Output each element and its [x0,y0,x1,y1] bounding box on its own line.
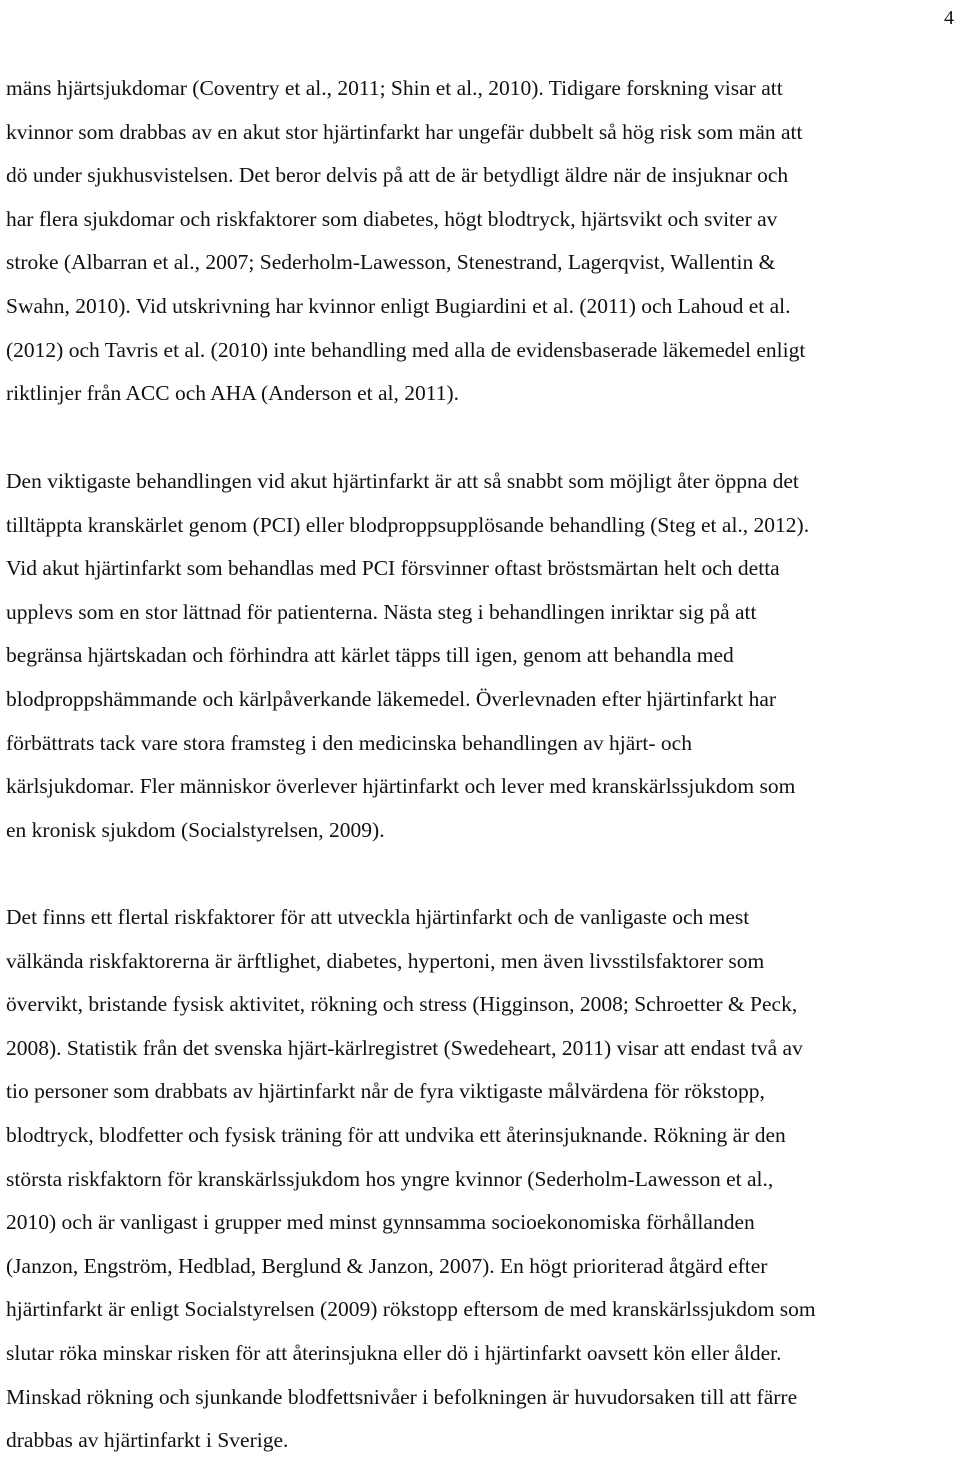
text-line: Det finns ett flertal riskfaktorer för att utveckla hjärtinfarkt och de vanligaste och mest [6,905,750,929]
text-line: tilltäppta kranskärlet genom (PCI) eller blodproppsupplösande behandling (Steg et al., 2012). [6,512,810,537]
text-line: riktlinjer från ACC och AHA (Anderson et al, 2011). [6,381,460,406]
text-line: Minskad rökning och sjunkande blodfettsnivåer i befolkningen är huvudorsaken till att färre [6,1384,798,1409]
text-line: övervikt, bristande fysisk aktivitet, rökning och stress (Higginson, 2008; Schroetter & Peck, [6,992,798,1017]
text-line: slutar röka minskar risken för att återinsjukna eller dö i hjärtinfarkt oavsett kön eller ålder. [6,1340,782,1365]
text-line: Vid akut hjärtinfarkt som behandlas med PCI försvinner oftast bröstsmärtan helt och detta [6,556,780,581]
text-line: förbättrats tack vare stora framsteg i den medicinska behandlingen av hjärt- och [6,730,692,755]
text-line: blodproppshämmande och kärlpåverkande läkemedel. Överlevnaden efter hjärtinfarkt har [6,686,777,711]
text-line: 2008). Statistik från det svenska hjärt-kärlregistret (Swedeheart, 2011) visar att endast två av [6,1035,803,1060]
text-line: Swahn, 2010). Vid utskrivning har kvinnor enligt Bugiardini et al. (2011) och Lahoud et al. [6,293,791,318]
text-line: kvinnor som drabbas av en akut stor hjärtinfarkt har ungefär dubbelt så hög risk som män att [6,119,803,144]
paragraph-1 [6,67,954,416]
text-line: upplevs som en stor lättnad för patienterna. Nästa steg i behandlingen inriktar sig på att [6,599,757,624]
text-line: (Janzon, Engström, Hedblad, Berglund & Janzon, 2007). En högt prioriterad åtgärd efter [6,1253,768,1278]
text-line: Den viktigaste behandlingen vid akut hjärtinfarkt är att så snabbt som möjligt åter öppna det [6,469,799,493]
text-line: största riskfaktorn för kranskärlssjukdom hos yngre kvinnor (Sederholm-Lawesson et al., [6,1166,774,1191]
text-line: hjärtinfarkt är enligt Socialstyrelsen (2009) rökstopp eftersom de med kranskärlssjukdom som [6,1297,816,1322]
text-line: blodtryck, blodfetter och fysisk träning för att undvika ett återinsjuknande. Rökning är den [6,1122,786,1147]
text-line: mäns hjärtsjukdomar (Coventry et al., 2011; Shin et al., 2010). Tidigare forskning visar att [6,76,783,100]
text-line: drabbas av hjärtinfarkt i Sverige. [6,1428,289,1453]
text-line: 2010) och är vanligast i grupper med minst gynnsamma socioekonomiska förhållanden [6,1210,755,1235]
text-line: (2012) och Tavris et al. (2010) inte behandling med alla de evidensbaserade läkemedel enligt [6,337,806,362]
text-line: dö under sjukhusvistelsen. Det beror delvis på att de är betydligt äldre när de insjuknar och [6,163,789,188]
text-line: välkända riskfaktorerna är ärftlighet, diabetes, hypertoni, men även livsstilsfaktorer som [6,948,765,973]
text-line: tio personer som drabbats av hjärtinfarkt når de fyra viktigaste målvärdena för rökstopp, [6,1079,765,1104]
text-line: kärlsjukdomar. Fler människor överlever hjärtinfarkt och lever med kranskärlssjukdom som [6,774,796,799]
text-line: har flera sjukdomar och riskfaktorer som diabetes, högt blodtryck, hjärtsvikt och sviter av [6,206,778,231]
text-line: stroke (Albarran et al., 2007; Sederholm-Lawesson, Stenestrand, Lagerqvist, Wallentin & [6,250,776,275]
paragraph-2 [6,460,954,852]
text-line: en kronisk sjukdom (Socialstyrelsen, 2009). [6,817,385,842]
paragraph-3 [6,896,954,1463]
page-number: 4 [944,7,954,29]
text-line: begränsa hjärtskadan och förhindra att kärlet täpps till igen, genom att behandla med [6,643,734,668]
